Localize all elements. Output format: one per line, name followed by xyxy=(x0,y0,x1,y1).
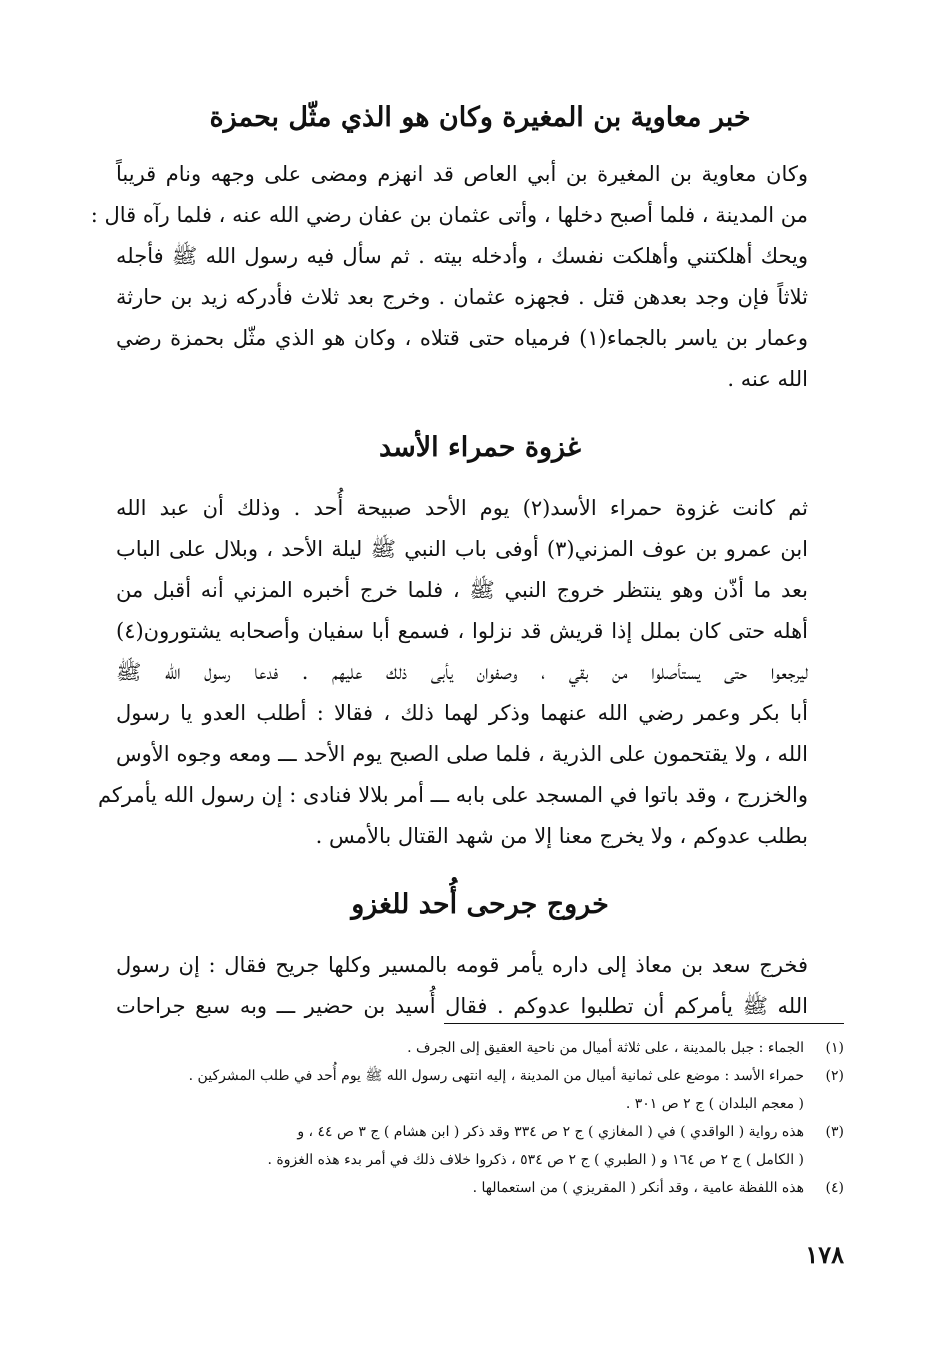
footnote-3 xyxy=(116,1118,844,1174)
main-text xyxy=(90,92,844,1027)
text-line: من المدينة ، فلما أصبح دخلها ، وأتى عثمان بن عفان رضي الله عنه ، فلما رآه قال : xyxy=(90,203,808,227)
text-line: وكان معاوية بن المغيرة بن أبي العاص قد انهزم ومضى على وجهه ونام قريباً xyxy=(116,162,808,186)
text-line: ثم كانت غزوة حمراء الأسد(٢) يوم الأحد صبيحة أُحد . وذلك أن عبد الله xyxy=(116,496,809,520)
section-title-hamra-al-asad: غزوة حمراء الأسد xyxy=(378,432,582,463)
text-line: ثلاثاً فإن وجد بعدهن قتل . فجهزه عثمان . وخرج بعد ثلاث فأدركه زيد بن حارثة xyxy=(116,285,808,309)
text-line: فخرج سعد بن معاذ إلى داره يأمر قومه بالمسير وكلها جريح فقال : إن رسول xyxy=(116,953,808,977)
text-line: ابن عمرو بن عوف المزني(٣) أوفى باب النبي ﷺ ليلة الأحد ، وبلال على الباب xyxy=(116,537,809,561)
text-line: أبا بكر وعمر رضي الله عنهما وذكر لهما ذلك ، فقالا : أطلب العدو يا رسول xyxy=(116,701,808,725)
text-line: ويحك أهلكتني وأهلكت نفسك ، وأدخله بيته . ثم سأل فيه رسول الله ﷺ فأجله xyxy=(116,244,808,268)
footnote-text: ( معجم البلدان ) ج ٢ ص ٣٠١ . xyxy=(625,1096,804,1112)
footnote-1 xyxy=(116,1034,844,1062)
footnotes xyxy=(116,1034,844,1202)
footnote-text: حمراء الأسد : موضع على ثمانية أميال من المدينة ، إليه انتهى رسول الله ﷺ يوم أُحد في طلب المشركين . xyxy=(188,1068,804,1084)
footnote-number: (٣) xyxy=(825,1124,844,1140)
footnote-number: (١) xyxy=(825,1040,844,1056)
footnote-2 xyxy=(116,1062,844,1118)
paragraph-wounded-of-uhud xyxy=(116,945,844,1027)
text-line: بعد ما أذّن وهو ينتظر خروج النبي ﷺ ، فلما خرج أخبره المزني أنه أقبل من xyxy=(116,578,808,602)
footnote-text: هذه رواية ( الواقدي ) في ( المغازي ) ج ٢ ص ٣٣٤ وقد ذكر ( ابن هشام ) ج ٣ ص ٤٤ ، و xyxy=(297,1124,804,1140)
text-line: وعمار بن ياسر بالجماء(١) فرمياه حتى قتلاه ، وكان هو الذي مثّل بحمزة رضي xyxy=(116,326,809,350)
footnote-text: هذه اللفظة عامية ، وقد أنكر ( المقريزي ) من استعمالها . xyxy=(472,1180,804,1196)
text-line: الله ﷺ يأمركم أن تطلبوا عدوكم . فقال أُسيد بن حضير ـــ وبه سبع جراحات xyxy=(116,994,808,1018)
footnote-text: الجماء : جبل بالمدينة ، على ثلاثة أميال من ناحية العقيق إلى الجرف . xyxy=(407,1040,804,1056)
text-line: ليرجعوا حتى يستأصلوا من بقي ، وصفوان يأبى ذلك عليهم . فدعا رسول الله ﷺ xyxy=(116,660,808,684)
section-title-muawiya: خبر معاوية بن المغيرة وكان هو الذي مثّل بحمزة xyxy=(209,102,751,133)
text-line: الله ، ولا يقتحمون على الذرية ، فلما صلى الصبح يوم الأحد ـــ ومعه وجوه الأوس xyxy=(116,742,808,766)
section-title-wounded-of-uhud: خروج جرحى أُحد للغزو xyxy=(351,889,609,920)
page-number: ١٧٨ xyxy=(805,1240,844,1269)
footnote-4 xyxy=(116,1174,844,1202)
footnote-divider xyxy=(444,1023,844,1024)
text-line: الله عنه . xyxy=(727,367,808,391)
text-line: والخزرج ، وقد باتوا في المسجد على بابه ـــ أمر بلالا فنادى : إن رسول الله يأمركم xyxy=(97,783,808,807)
paragraph-muawiya xyxy=(90,154,844,400)
paragraph-hamra-al-asad xyxy=(97,488,844,857)
footnote-number: (٤) xyxy=(825,1180,844,1196)
text-line: بطلب عدوكم ، ولا يخرج معنا إلا من شهد القتال بالأمس . xyxy=(315,824,808,848)
text-line: أهله حتى كان بملل إذا قريش قد نزلوا ، فسمع أبا سفيان وأصحابه يشتورون(٤) xyxy=(116,619,808,643)
footnote-number: (٢) xyxy=(825,1068,844,1084)
footnote-text: ( الكامل ) ج ٢ ص ١٦٤ و ( الطبري ) ج ٢ ص ٥٣٤ ، ذكروا خلاف ذلك في أمر بدء هذه الغزوة . xyxy=(267,1152,804,1168)
